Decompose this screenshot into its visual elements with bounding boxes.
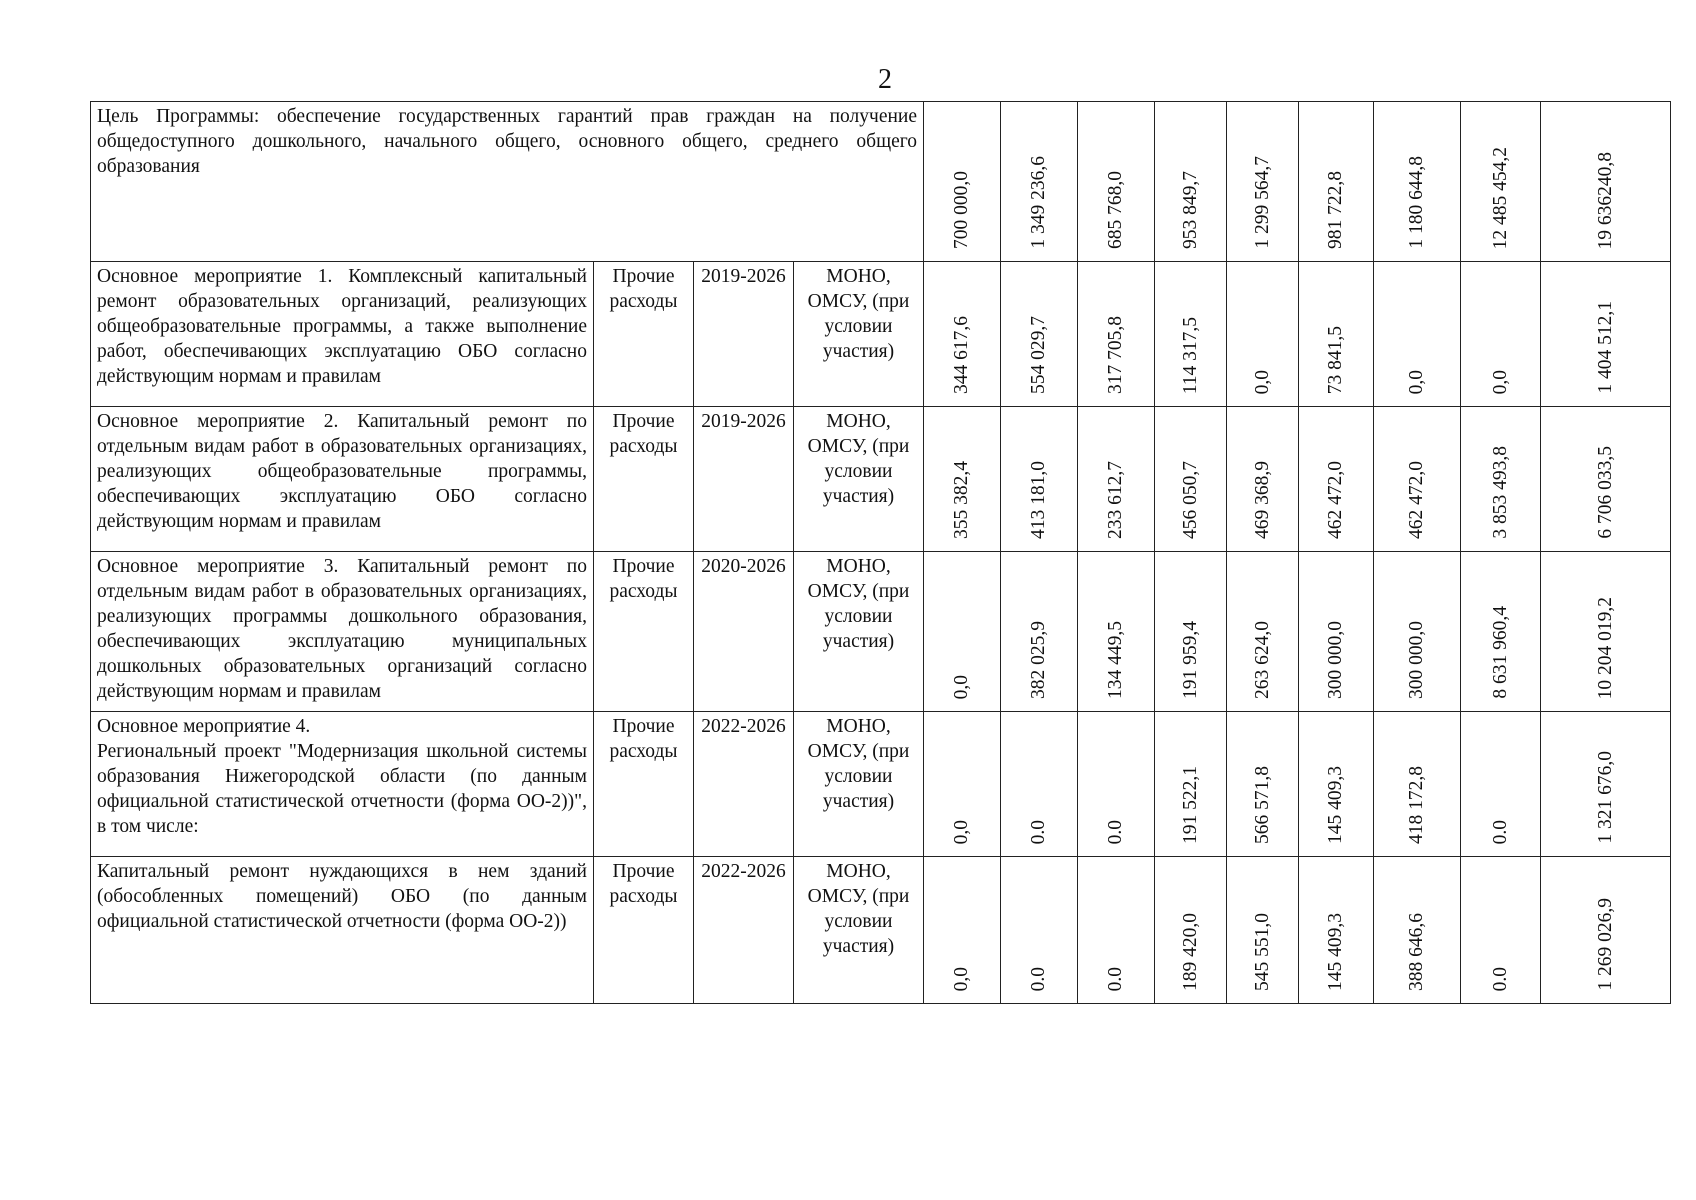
value-cell: 0.0 [1001, 857, 1078, 1004]
expense-type: Прочие расходы [594, 262, 694, 407]
value-cell: 0.0 [1078, 712, 1155, 857]
goal-text: Цель Программы: обеспечение государственных гарантий прав граждан на получение общедоступного дошкольного, начального общего, основного общего, среднего общего образования [91, 102, 924, 262]
goal-value: 1 349 236,6 [1001, 102, 1078, 262]
value-cell: 191 522,1 [1155, 712, 1227, 857]
value-cell: 0,0 [1461, 262, 1541, 407]
measure-title: Основное мероприятие 4. [97, 716, 311, 737]
value-cell: 0.0 [1078, 857, 1155, 1004]
period: 2022-2026 [694, 712, 794, 857]
table-row [91, 712, 1671, 857]
value-cell: 263 624,0 [1227, 552, 1299, 712]
value-cell: 145 409,3 [1299, 857, 1374, 1004]
goal-value: 981 722,8 [1299, 102, 1374, 262]
value-cell: 355 382,4 [924, 407, 1001, 552]
measure-description: Капитальный ремонт нуждающихся в нем зданий (обособленных помещений) ОБО (по данным официальной статистической отчетности (форма ОО-2)) [91, 857, 594, 1004]
value-cell: 545 551,0 [1227, 857, 1299, 1004]
value-cell: 3 853 493,8 [1461, 407, 1541, 552]
value-cell: 0.0 [1461, 857, 1541, 1004]
value-cell: 413 181,0 [1001, 407, 1078, 552]
goal-value: 12 485 454,2 [1461, 102, 1541, 262]
executor: МОНО, ОМСУ, (при условии участия) [794, 262, 924, 407]
expense-type: Прочие расходы [594, 857, 694, 1004]
value-cell: 317 705,8 [1078, 262, 1155, 407]
value-cell: 134 449,5 [1078, 552, 1155, 712]
period: 2020-2026 [694, 552, 794, 712]
value-cell: 0,0 [1374, 262, 1461, 407]
value-cell: 462 472,0 [1299, 407, 1374, 552]
value-total: 1 321 676,0 [1541, 712, 1671, 857]
value-total: 1 404 512,1 [1541, 262, 1671, 407]
value-total: 10 204 019,2 [1541, 552, 1671, 712]
expense-type: Прочие расходы [594, 552, 694, 712]
value-cell: 0,0 [1227, 262, 1299, 407]
value-cell: 191 959,4 [1155, 552, 1227, 712]
value-total: 1 269 026,9 [1541, 857, 1671, 1004]
value-cell: 0.0 [1001, 712, 1078, 857]
value-cell: 388 646,6 [1374, 857, 1461, 1004]
goal-value: 700 000,0 [924, 102, 1001, 262]
value-cell: 189 420,0 [1155, 857, 1227, 1004]
goal-value: 1 299 564,7 [1227, 102, 1299, 262]
value-cell: 145 409,3 [1299, 712, 1374, 857]
value-cell: 0,0 [924, 712, 1001, 857]
value-cell: 114 317,5 [1155, 262, 1227, 407]
value-cell: 566 571,8 [1227, 712, 1299, 857]
value-cell: 382 025,9 [1001, 552, 1078, 712]
program-table [90, 101, 1671, 1004]
value-cell: 554 029,7 [1001, 262, 1078, 407]
executor: МОНО, ОМСУ, (при условии участия) [794, 857, 924, 1004]
page-number: 2 [878, 64, 892, 95]
measure-description: Основное мероприятие 2. Капитальный ремонт по отдельным видам работ в образовательных организациях, реализующих общеобразовательные программы, обеспечивающих эксплуатацию ОБО согласно действующим нормам и правилам [91, 407, 594, 552]
measure-description: Основное мероприятие 1. Комплексный капитальный ремонт образовательных организаций, реализующих общеобразовательные программы, а также выполнение работ, обеспечивающих эксплуатацию ОБО согласно действующим нормам и правилам [91, 262, 594, 407]
table-row [91, 407, 1671, 552]
period: 2019-2026 [694, 262, 794, 407]
table-row [91, 262, 1671, 407]
value-cell: 73 841,5 [1299, 262, 1374, 407]
goal-value: 953 849,7 [1155, 102, 1227, 262]
executor: МОНО, ОМСУ, (при условии участия) [794, 552, 924, 712]
table-row [91, 552, 1671, 712]
goal-value-total: 19 636240,8 [1541, 102, 1671, 262]
value-cell: 0,0 [924, 857, 1001, 1004]
value-cell: 233 612,7 [1078, 407, 1155, 552]
measure-text: Региональный проект "Модернизация школьной системы образования Нижегородской области (по данным официальной статистической отчетности (форма ОО-2))", в том числе: [97, 741, 587, 837]
value-cell: 8 631 960,4 [1461, 552, 1541, 712]
value-total: 6 706 033,5 [1541, 407, 1671, 552]
expense-type: Прочие расходы [594, 712, 694, 857]
value-cell: 469 368,9 [1227, 407, 1299, 552]
period: 2019-2026 [694, 407, 794, 552]
goal-value: 1 180 644,8 [1374, 102, 1461, 262]
executor: МОНО, ОМСУ, (при условии участия) [794, 407, 924, 552]
value-cell: 300 000,0 [1299, 552, 1374, 712]
value-cell: 0.0 [1461, 712, 1541, 857]
goal-row [91, 102, 1671, 262]
measure-description: Основное мероприятие 3. Капитальный ремонт по отдельным видам работ в образовательных организациях, реализующих программы дошкольного образования, обеспечивающих эксплуатацию муниципальных дошкольных образовательных организаций согласно действующим нормам и правилам [91, 552, 594, 712]
value-cell: 462 472,0 [1374, 407, 1461, 552]
table-row [91, 857, 1671, 1004]
value-cell: 0,0 [924, 552, 1001, 712]
executor: МОНО, ОМСУ, (при условии участия) [794, 712, 924, 857]
period: 2022-2026 [694, 857, 794, 1004]
value-cell: 344 617,6 [924, 262, 1001, 407]
measure-description [91, 712, 594, 857]
goal-value: 685 768,0 [1078, 102, 1155, 262]
value-cell: 456 050,7 [1155, 407, 1227, 552]
expense-type: Прочие расходы [594, 407, 694, 552]
value-cell: 300 000,0 [1374, 552, 1461, 712]
value-cell: 418 172,8 [1374, 712, 1461, 857]
